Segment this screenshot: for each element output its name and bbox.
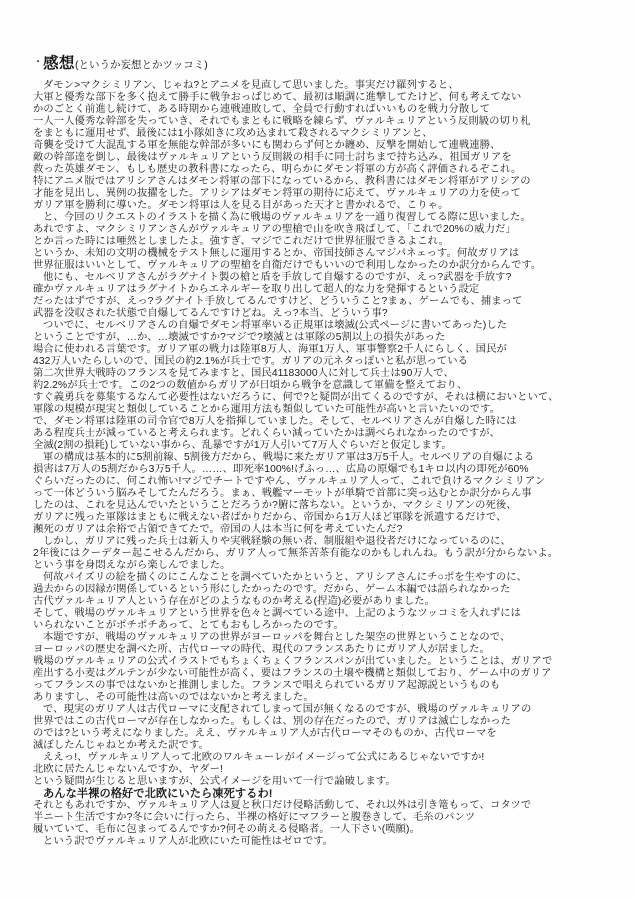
text-line: 古代ヴァルキュリア人という存在がどのようなものか考える(捏造)必要がありました。 [33,596,436,607]
text-line: というか、未知の文明の機械をテスト無しに運用するとか、帝国技師さんマジパネェっす。何故ガリアは [33,248,520,259]
text-line: と、今回のリクエストのイラストを描く為に戦場のヴァルキュリアを一通り復習してる際に思いました。 [43,212,531,223]
text-line: 何故パイズリの絵を描くのにこんなことを調べていたかというと、アリシアさんにチ○ポを生やすのに、 [43,572,528,583]
text-line: 才能を見出し、異例の抜擢をした。アリシアはダモン将軍の期待に応えて、ヴァルキュリアの力を使って [33,188,521,199]
text-line: 世界征服はいいとして、ヴァルキュリアの聖槍を自衛だけでもいいので利用しなかったのか訳分からんです。 [33,260,542,271]
text-line: すぐ義勇兵を募集するなんて必要性はないだろうに、何で?と疑問が出てくるのですが、それは横においといて、 [33,392,559,403]
text-line: しかし、ガリアに残った兵士は新入りや実戦経験の無い者、制服組や退役者だけになっているのに、 [43,536,511,547]
text-line: 産出する小麦はグルテンが少ない可能性が高く、要はフランスの土壌や機構と類似しており、ゲーム中のガリア [33,668,552,679]
text-line: 軍隊の規模が現実と類似していることから運用方法も類似していた可能性が高いと言いたいのです。 [33,404,501,415]
text-line: ガリア軍を勝利に導いた。ダモン将軍は人を見る目があった天才と書かれるで、こりゃ。 [33,200,449,211]
text-line: ぐらいだったのに、何これ怖い!マジでチートですやん、ヴァルキュリア人って、これで負けるマクシミリアン [33,476,546,487]
text-line: 瀕死のガリアは余裕で占領できてたで。帝国の人は本当に何を考えていたんだ? [33,524,403,535]
title-main: 感想 [43,55,76,72]
text-line: 半ニート生活ですか?冬に会いに行ったら、半裸の格好にマフラーと腹巻きして、毛糸のパンツ [33,812,476,823]
text-line: あれですよ、マクシミリアンさんがヴァルキュリアの聖槍で山を吹き飛ばして、「これで20%の威力だ」 [33,224,516,235]
text-line: あんな半裸の格好で北欧にいたら凍死するわ! [43,788,273,800]
section-title [33,54,629,74]
text-line: 大軍と優秀な部下を多く抱えて勝手に戦争おっぱじめて、最初は順調に進撃してたけど、何も考えてない [33,92,522,103]
text-line: 損害は7万人の5割だから3万5千人。……、即死率100%!げふっ…、広島の原爆でも1キロ以内の即死が60% [33,464,529,475]
text-line: ガリアに残った軍隊はまともに戦えない者ばかりだから、帝国から1万人ほど軍隊を派遣するだけで、 [33,512,507,523]
text-line: かのごとく前進し続けて、ある時期から連戦連敗して、全員で行動すればいいものを戦力分散して [33,104,491,115]
afterword-text [33,54,629,848]
text-line: のでは?という考えになりました。ええ、ヴァルキュリア人が古代ローマそのものか、古代ローマを [33,728,497,739]
text-line: 敵の幹部達を倒し、最後はヴァルキュリアという反則級の相手に同士討ちまで持ち込み、祖国ガリアを [33,152,512,163]
text-line: 確かヴァルキュリアはラグナイトからエネルギーを取り出して超人的な力を発揮するという設定 [33,284,480,295]
text-line: ダモン>マクシミリアン、じゃね?とアニメを見直して思いました。事実だけ羅列すると、 [43,80,459,91]
text-line: 特にアニメ版ではアリシアさんはダモン将軍の部下になっているから、教科書にはダモン将軍がアリシアの [33,176,531,187]
text-line: 過去からの因縁が関係しているという形にしたかったのです。だから、ゲーム本編では語られなかった [33,584,511,595]
text-line: ありますし、その可能性は高いのではないかと考えました。 [33,692,314,703]
title-suffix: (というか妄想とかツッコミ) [75,59,208,71]
text-line: だったはずですが、えっ?ラグナイト手放してるんですけど、どういうこと?まぁ、ゲームでも、捕まって [33,296,523,307]
text-line: 約2.2%が兵士です。この2つの数値からガリアが日頃から戦争を意識して軍備を整えており、 [33,380,468,391]
text-line: で、現実のガリア人は古代ローマに支配されてしまって国が無くなるのですが、戦場のヴァルキュリアの [43,704,532,715]
text-line: いられないことがポチポチあって、とてもおもしろかったのです。 [33,620,344,631]
text-line: という訳でヴァルキュリア人が北欧にいた可能性はゼロです。 [43,836,334,847]
text-line: ある程度兵士が減っていると考えられます。どれくらい減っていたかは調べられなかったのですが、 [33,428,501,439]
text-line: 一人一人優秀な幹部を失っていき、それでもまともに戦略を練らず、ヴァルキュリアという反則級の切り札 [33,116,531,127]
text-line: 救った英雄ダモン、もしも歴史の教科書になったら、明らかにダモン将軍の方が高く評価されるぞこれ。 [33,164,522,175]
text-line: とか言った時には唖然としましたよ。強すぎ、マジでこれだけで世界征服できるよこれ。 [33,236,450,247]
text-line: をまともに運用せず、最後には1小隊如きに攻め込まれて殺されるマクシミリアンと、 [33,128,433,139]
text-line: 武器を没収された状態で自爆してるんですけどね。えっ?本当、どういう事? [33,308,388,319]
text-line: ってフランスの事ではないかと推測しました。フランスで唱えられているガリア起源説というものも [33,680,501,691]
text-line: そして、戦場のヴァルキュリアという世界を色々と調べている途中、上記のようなツッコミを入れずには [33,608,522,619]
text-line: という事を身悶えながら楽しんでました。 [33,560,231,571]
text-line: 432万人いたらしいので、国民の約2.1%が兵士です。ガリアの元ネタっぽいと私が思っている [33,356,468,367]
text-line: 他にも、セルベリアさんがラグナイト製の槍と盾を手放して自爆するのですが、えっ?武器を手放す? [43,272,512,283]
text-line: したのは、これを見込んでいたということだろうか?腑に落ちない。というか、マクシミリアンの死後、 [33,500,517,511]
text-line: 軍の構成は基本的に5割前線、5割後方だから、戦場に来たガリア軍は3万5千人。セルベリアの自爆による [43,452,535,463]
text-line: って一体どういう脳みそしてたんだろう。まぁ、戦艦マーモットが単騎で首都に突っ込むとか訳分からん事 [33,488,532,499]
text-line: 本題ですが、戦場のヴァルキュリアの世界がヨーロッパを舞台とした架空の世界ということなので、 [43,632,511,643]
text-line: 滅ぼしたんじゃねとか考えた訳です。 [33,740,209,751]
text-line: という疑問が生じると思いますが、公式イメージを用いて一行で論破します。 [33,776,396,787]
text-line: 2年後にはクーデター起こせるんだから、ガリア人って無茶苦茶有能なのかもしれんね。もう訳が分からないよ。 [33,548,559,559]
text-line: で、ダモン将軍は陸軍の司令官で8万人を指揮していました。そして、セルベリアさんが自爆した時には [33,416,517,427]
text-line: ヨーロッパの歴史を調べた所、古代ローマの時代、現代のフランスあたりにガリア人が居ました。 [33,644,490,655]
text-line: 北欧に居たんじゃないんですか、ヤダー! [33,764,224,775]
body-text [33,80,629,848]
text-line: 場合に使われる言葉です。ガリア軍の戦力は陸軍8万人、海軍1万人、軍事警察2千人にらしく、国民が [33,344,507,355]
text-line: 戦場のヴァルキュリアの公式イラストでもちょくちょくフランスパンが出ていました。ということは、ガリアで [33,656,553,667]
text-line: ついでに、セルベリアさんの自爆でダモン将軍率いる正規軍は壊滅(公式ページに書いてあった)した [43,320,508,331]
text-line: ええっ!、ヴァルキュリア人って北欧のワルキューレがイメージって公式にあるじゃないですか! [43,752,485,763]
text-line: それともあれですか、ヴァルキュリア人は夏と秋口だけ侵略活動して、それ以外は引き篭もって、コタツで [33,800,532,811]
text-line: ということですが、…か、…壊滅ですか?マジで?壊滅とは軍隊の5割以上の損失があった [33,332,446,343]
text-line: 奇襲を受けて大混乱する軍を無能な幹部が多いにも関わらず何とか纏め、反撃を開始して連戦連勝、 [33,140,501,151]
title-bullet: ・ [33,57,43,68]
text-line: 第二次世界大戦時のフランスを見てみますと、国民41183000人に対して兵士は90万人で、 [33,368,454,379]
text-line: 全滅(2割の損耗)していない事から、乱暴ですが1万人引いて7万人ぐらいだと仮定します。 [33,440,452,451]
text-line: 履いていて、毛布に包まってるんですか?何その萌える侵略者。一人下さい(嘆願)。 [33,824,420,835]
text-line: 世界ではこの古代ローマが存在しなかった。もしくは、別の存在だったので、ガリアは滅亡しなかった [33,716,512,727]
